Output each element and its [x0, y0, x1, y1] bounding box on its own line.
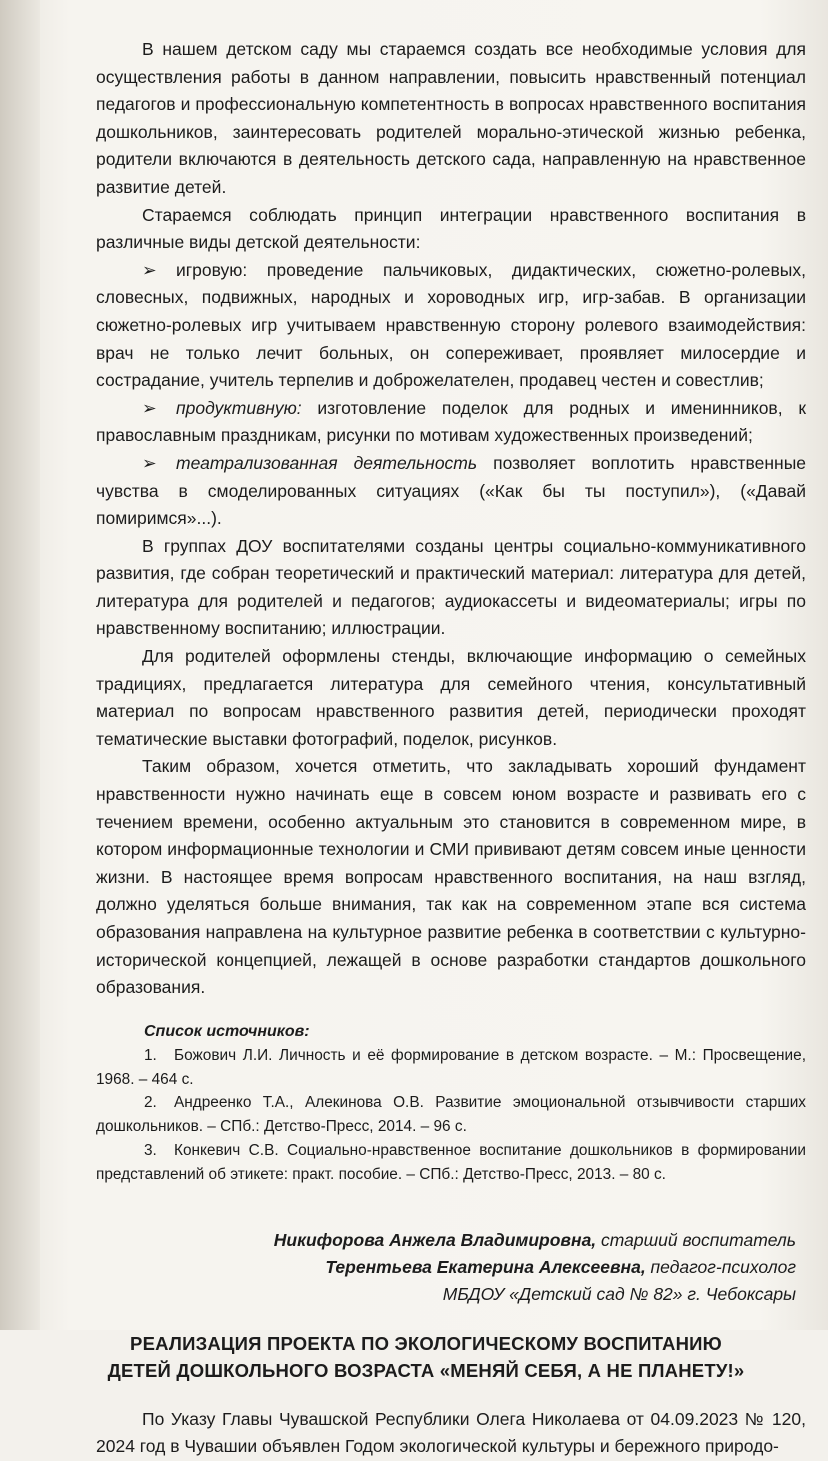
bullet-item-productive	[96, 395, 806, 450]
source-number: 1.	[144, 1046, 157, 1064]
bullet-lead: продуктивную:	[176, 397, 302, 418]
article-intro-paragraph: По Указу Главы Чувашской Республики Олега Николаева от 04.09.2023 № 120, 2024 год в Чувашии объявлен Годом экологической культуры и бережного природо-	[96, 1408, 806, 1457]
source-item	[96, 1044, 806, 1092]
author-line-2	[96, 1254, 796, 1281]
author-role: старший воспитатель	[596, 1229, 796, 1250]
author-block	[96, 1227, 806, 1308]
bullet-text: позволяет воплотить нравственные чувства в смоделированных ситуациях («Как бы ты поступил»), («Давай помиримся»...).	[96, 452, 807, 529]
paragraph-2: Стараемся соблюдать принцип интеграции нравственного воспитания в различные виды детской деятельности:	[96, 204, 806, 253]
bullet-text: проведение пальчиковых, дидактических, сюжетно-ролевых, словесных, подвижных, народных и хороводных игр, игр-забав. В организации сюжетно-ролевых игр учитываем нравственную сторону ролевого взаимодействия: врач не только лечит больных, он сопереживает, проявляет милосердие и сострадание, учитель терпелив и доброжелателен, продавец честен и совестлив;	[96, 259, 806, 391]
article-title-line-1: РЕАЛИЗАЦИЯ ПРОЕКТА ПО ЭКОЛОГИЧЕСКОМУ ВОСПИТАНИЮ	[130, 1332, 722, 1354]
bullet-arrow-icon: ➢	[142, 397, 157, 418]
bullet-item-theatre	[96, 450, 806, 533]
author-line-1	[96, 1227, 796, 1254]
source-number: 2.	[144, 1094, 157, 1112]
paragraph-1: В нашем детском саду мы стараемся создать все необходимые условия для осуществления работы в данном направлении, повысить нравственный потенциал педагогов и профессиональную компетентность в вопросах нравственного воспитания дошкольников, заинтересовать родителей морально-этической жизнью ребенка, родители включаются в деятельность детского сада, направленную на нравственное развитие детей.	[96, 39, 806, 197]
bullet-item-game	[96, 257, 806, 395]
bullet-lead: игровую:	[176, 259, 248, 280]
source-item	[96, 1139, 806, 1187]
paragraph-5: Таким образом, хочется отметить, что закладывать хороший фундамент нравственности нужно начинать еще в совсем юном возрасте и развивать его с течением времени, особенно актуальным это становится в современном мире, в котором информационные технологии и СМИ прививают детям совсем иные ценности жизни. В настоящее время вопросам нравственного воспитания, на наш взгляд, должно уделяться больше внимания, так как на современном этапе вся система образования направлена на культурное развитие ребенка в соответствии с культурно-исторической концепцией, лежащей в основе разработки стандартов дошкольного образования.	[96, 756, 806, 998]
book-spine-shadow	[0, 0, 40, 1330]
author-role: педагог-психолог	[645, 1256, 796, 1277]
paragraph-3: В группах ДОУ воспитателями созданы центры социально-коммуникативного развития, где собран теоретический и практический материал: литература для детей, литература для родителей и педагогов; аудиокассеты и видеоматериалы; игры по нравственному воспитанию; иллюстрации.	[96, 535, 806, 639]
paragraph-4: Для родителей оформлены стенды, включающие информацию о семейных традициях, предлагается литература для семейного чтения, консультативный материал по вопросам нравственного развития детей, периодически проходят тематические выставки фотографий, поделок, рисунков.	[96, 646, 806, 749]
bullet-arrow-icon: ➢	[142, 452, 157, 473]
source-text: Андреенко Т.А., Алекинова О.В. Развитие эмоциональной отзывчивости старших дошкольников. – СПб.: Детство-Пресс, 2014. – 96 с.	[96, 1094, 806, 1136]
bullet-text: изготовление поделок для родных и именинников, к православным праздникам, рисунки по мотивам художественных произведений;	[96, 397, 806, 446]
bullet-lead: театрализованная деятельность	[176, 452, 478, 473]
author-organization: МБДОУ «Детский сад № 82» г. Чебоксары	[442, 1283, 796, 1304]
bullet-arrow-icon: ➢	[142, 259, 157, 280]
source-item	[96, 1091, 806, 1139]
article-title-line-2: ДЕТЕЙ ДОШКОЛЬНОГО ВОЗРАСТА «МЕНЯЙ СЕБЯ, А НЕ ПЛАНЕТУ!»	[107, 1359, 745, 1381]
source-text: Конкевич С.В. Социально-нравственное воспитание дошкольников в формировании представлений об этикете: практ. пособие. – СПб.: Детство-Пресс, 2013. – 80 с.	[96, 1141, 806, 1183]
sources-title: Список источников:	[144, 1022, 310, 1040]
author-name: Никифорова Анжела Владимировна,	[273, 1229, 597, 1250]
author-name: Терентьева Екатерина Алексеевна,	[325, 1256, 646, 1277]
source-number: 3.	[144, 1141, 157, 1159]
source-text: Божович Л.И. Личность и её формирование в детском возрасте. – М.: Просвещение, 1968. – 464 с.	[96, 1046, 806, 1088]
article-title	[96, 1330, 806, 1384]
